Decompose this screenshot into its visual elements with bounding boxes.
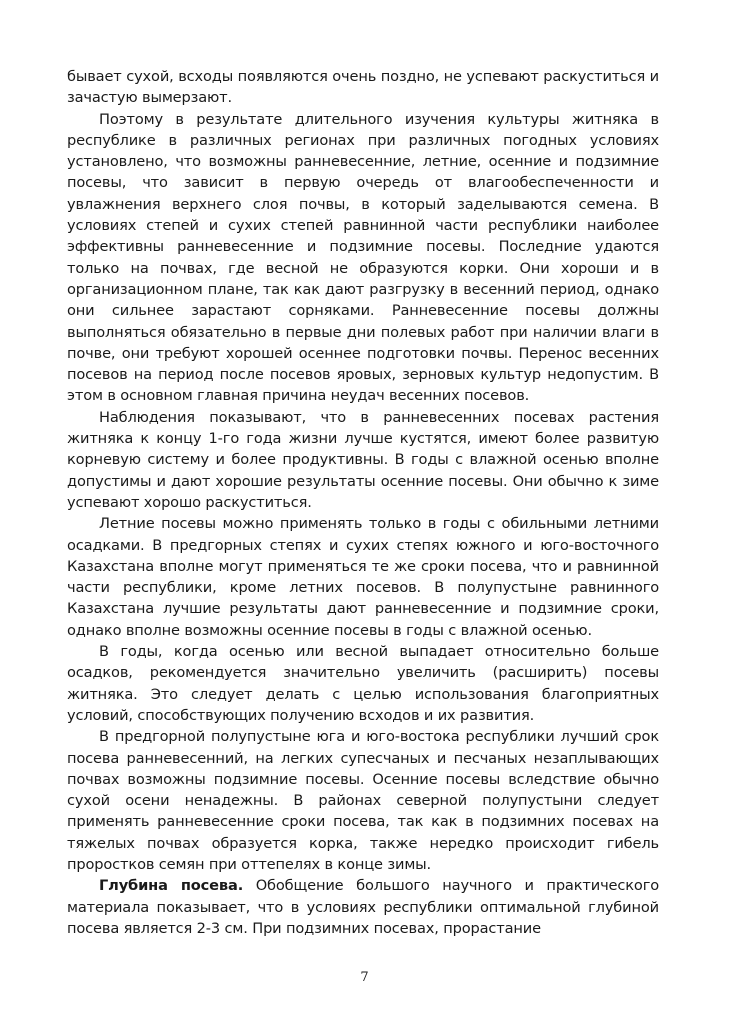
paragraph-3: Наблюдения показывают, что в ранневесенних посевах растения житняка к концу 1-го года жизни лучше кустятся, имеют более развитую корневую систему и более продуктивны. В годы с влажной осенью вполне допустимы и дают хорошие результаты осенние посевы. Они обычно к зиме успевают хорошо раскуститься. (67, 408, 659, 511)
paragraph-7-text: Обобщение большого научного и практического материала показывает, что в условиях республики оптимальной глубиной посева является 2-3 см. При подзимних посевах, прорастание (67, 877, 659, 937)
paragraph-5: В годы, когда осенью или весной выпадает относительно больше осадков, рекомендуется значительно увеличить (расширить) посевы житняка. Это следует делать с целью использования благоприятных условий, способствующих получению всходов и их развития. (67, 643, 659, 724)
paragraph-4: Летние посевы можно применять только в годы с обильными летними осадками. В предгорных степях и сухих степях южного и юго-восточного Казахстана вполне могут применяться те же сроки посева, что и равнинной части республики, кроме летних посевов. В полупустыне равнинного Казахстана лучшие результаты дают ранневесенние и подзимние сроки, однако вполне возможны осенние посевы в годы с влажной осенью. (67, 515, 659, 639)
paragraph-2: Поэтому в результате длительного изучения культуры житняка в республике в различных регионах при различных погодных условиях установлено, что возможны ранневесенние, летние, осенние и подзимние посевы, что зависит в первую очередь от влагообеспеченности и увлажнения верхнего слоя почвы, в который заделываются семена. В условиях степей и сухих степей равнинной части республики наиболее эффективны ранневесенние и подзимние посевы. Последние удаются только на почвах, где весной не образуются корки. Они хороши и в организационном плане, так как дают разгрузку в весенний период, однако они сильнее зарастают сорняками. Ранневесенние посевы должны выполняться обязательно в первые дни полевых работ при наличии влаги в почве, они требуют хорошей осеннее подготовки почвы. Перенос весенних посевов на период после посевов яровых, зерновых культур недопустим. В этом в основном главная причина неудач весенних посевов. (67, 110, 659, 405)
document-page (67, 66, 659, 939)
paragraph-1: бывает сухой, всходы появляются очень поздно, не успевают раскуститься и зачастую вымерзают. (67, 68, 659, 107)
section-heading-inline: Глубина посева. (99, 877, 244, 895)
paragraph-6: В предгорной полупустыне юга и юго-востока республики лучший срок посева ранневесенний, на легких супесчаных и песчаных незаплывающих почвах возможны подзимние посевы. Осенние посевы вследствие обычно сухой осени ненадежны. В районах северной полупустыни следует применять ранневесенние сроки посева, так как в подзимних посевах на тяжелых почвах образуется корка, также нередко происходит гибель проростков семян при оттепелях в конце зимы. (67, 728, 659, 873)
paragraph-7 (67, 875, 659, 939)
page-number: 7 (360, 970, 369, 985)
